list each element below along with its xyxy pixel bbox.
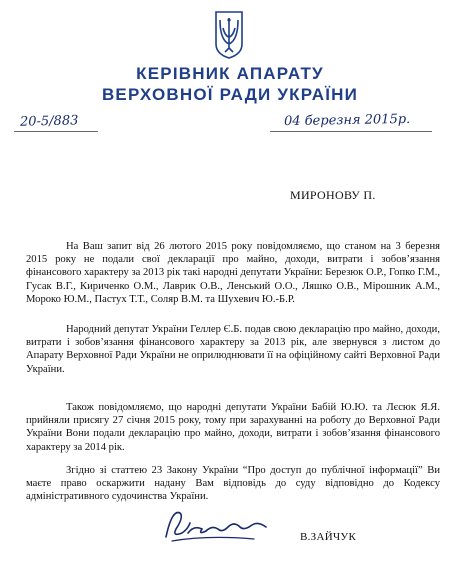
body-paragraph-4: Згідно зі статтею 23 Закону України “Про доступ до публічної інформації” Ви маєте право оскаржити надану Вам відповідь до суду відповідно до Кодексу адміністративного судочинства України.: [26, 465, 440, 503]
registration-number-line: [14, 131, 98, 132]
body-paragraph-3: Також повідомляємо, що народні депутати України Бабій Ю.Ю. та Лєсюк Я.Я. прийняли присягу 27 січня 2015 року, тому при зарахуванні на роботу до Верховної Ради України Вони подали декларацію про майно, доходи, витрати і зобов’язання фінансового характеру за 2014 рік.: [26, 402, 440, 453]
registration-number: 20-5/883: [19, 113, 79, 130]
trident-coat-of-arms-icon: [214, 10, 244, 60]
org-title-line1: КЕРІВНИК АПАРАТУ: [136, 64, 324, 83]
body-paragraph-2: Народний депутат України Геллер Є.Б. подав свою декларацію про майно, доходи, витрати і зобов’язання фінансового характеру за 2013 рік, але звернувся з листом до Апарату Верховної Ради України не оприлюднювати її на офіційному сайті Верховної Ради України.: [26, 324, 440, 375]
signer-name: В.ЗАЙЧУК: [300, 531, 357, 543]
addressee: МИРОНОВУ П.: [290, 188, 376, 202]
handwritten-signature-icon: [158, 503, 278, 547]
body-paragraph-1: На Ваш запит від 26 лютого 2015 року повідомляємо, що станом на 3 березня 2015 року не подали свої декларації про майно, доходи, витрати і зобов’язання фінансового характеру за 2013 рік такі народні депутати України: Березюк О.Р., Гопко Г.М., Гусак В.Г., Кириченко О.М., Лаврик О.В., Ленський О.О., Ляшко О.В., Мірошник А.М., Мороко Ю.М., Пастух Т.Т., Соляр В.М. та Шухевич Ю.-Б.Р.: [26, 241, 440, 305]
registration-date: 04 березня 2015р.: [283, 111, 411, 130]
org-title-line2: ВЕРХОВНОЇ РАДИ УКРАЇНИ: [101, 85, 359, 104]
registration-date-line: [270, 131, 432, 132]
